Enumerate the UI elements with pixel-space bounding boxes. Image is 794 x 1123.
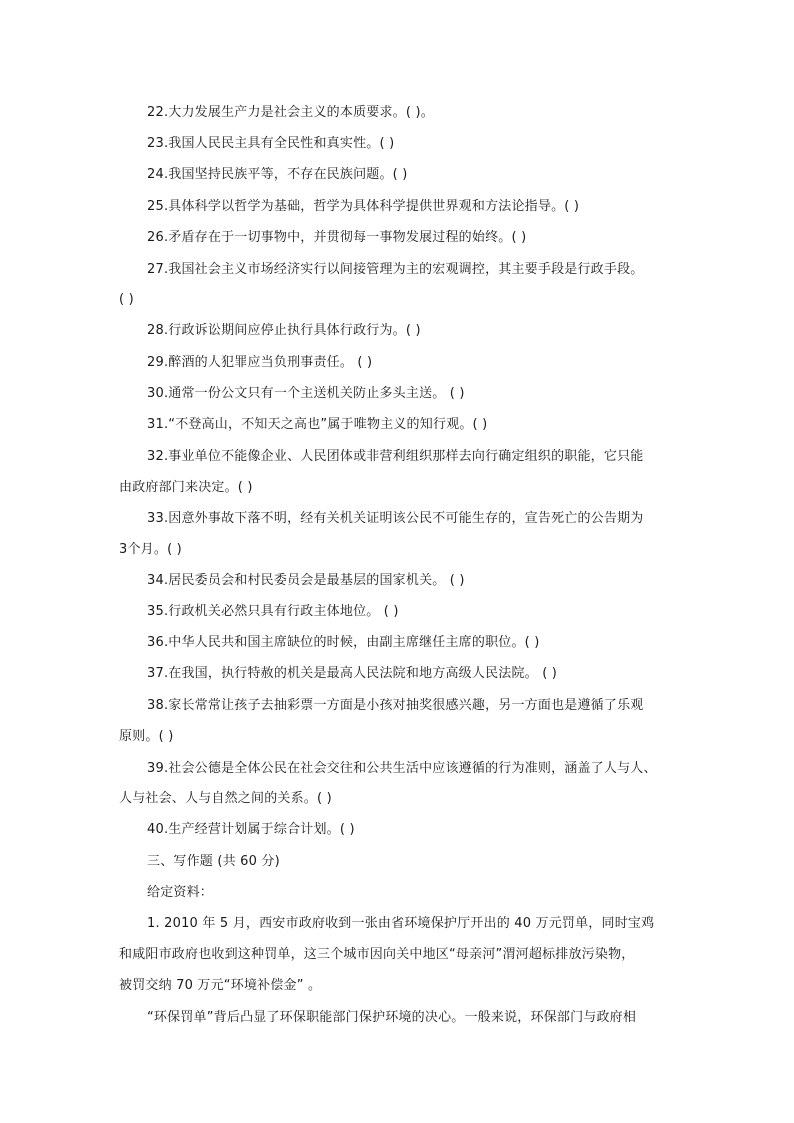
question-22: 22.大力发展生产力是社会主义的本质要求。( )。 [147, 105, 434, 120]
question-39-line-1: 39.社会公德是全体公民在社会交往和公共生活中应该遵循的行为准则，涵盖了人与人、 [147, 761, 657, 776]
question-32-line-1: 32.事业单位不能像企业、人民团体或非营利组织那样去向行确定组织的职能，它只能 [147, 449, 644, 464]
question-40: 40.生产经营计划属于综合计划。( ) [147, 822, 355, 837]
question-33-line-1: 33.因意外事故下落不明，经有关机关证明该公民不可能生存的，宣告死亡的公告期为 [147, 511, 644, 526]
question-38-line-1: 38.家长常常让孩子去抽彩票一方面是小孩对抽奖很感兴趣，另一方面也是遵循了乐观 [147, 698, 644, 713]
question-30: 30.通常一份公文只有一个主送机关防止多头主送。 ( ) [147, 386, 465, 401]
question-28: 28.行政诉讼期间应停止执行具体行政行为。( ) [147, 323, 421, 338]
question-24: 24.我国坚持民族平等，不存在民族问题。( ) [147, 167, 408, 182]
question-32-line-2: 由政府部门来决定。( ) [119, 480, 253, 495]
question-31: 31.“不登高山，不知天之高也”属于唯物主义的知行观。( ) [147, 417, 488, 432]
section-heading: 三、写作题 (共 60 分) [147, 854, 280, 869]
question-39-line-2: 人与社会、人与自然之间的关系。( ) [119, 791, 332, 806]
question-25: 25.具体科学以哲学为基础，哲学为具体科学提供世界观和方法论指导。( ) [147, 199, 580, 214]
material-1-line-1: 1. 2010 年 5 月，西安市政府收到一张由省环境保护厅开出的 40 万元罚单，同时宝鸡 [147, 916, 655, 931]
question-37: 37.在我国，执行特赦的机关是最高人民法院和地方高级人民法院。 ( ) [147, 666, 558, 681]
question-27-line-2: ( ) [119, 292, 134, 307]
question-38-line-2: 原则。( ) [119, 729, 174, 744]
material-1-line-2: 和咸阳市政府也收到这种罚单，这三个城市因向关中地区“母亲河”渭河超标排放污染物， [119, 947, 635, 962]
material-1-line-3: 被罚交纳 70 万元“环境补偿金” 。 [119, 978, 322, 993]
material-2-line-1: “环保罚单”背后凸显了环保职能部门保护环境的决心。一般来说，环保部门与政府相 [147, 1010, 637, 1025]
question-29: 29.醉酒的人犯罪应当负刑事责任。 ( ) [147, 355, 373, 370]
question-23: 23.我国人民民主具有全民性和真实性。( ) [147, 136, 395, 151]
question-33-line-2: 3个月。( ) [119, 542, 182, 557]
question-34: 34.居民委员会和村民委员会是最基层的国家机关。 ( ) [147, 573, 465, 588]
question-26: 26.矛盾存在于一切事物中，并贯彻每一事物发展过程的始终。( ) [147, 230, 527, 245]
question-36: 36.中华人民共和国主席缺位的时候，由副主席继任主席的职位。( ) [147, 635, 540, 650]
question-27-line-1: 27.我国社会主义市场经济实行以间接管理为主的宏观调控，其主要手段是行政手段。 [147, 262, 644, 277]
question-35: 35.行政机关必然只具有行政主体地位。 ( ) [147, 604, 399, 619]
given-materials-label: 给定资料： [147, 885, 214, 900]
